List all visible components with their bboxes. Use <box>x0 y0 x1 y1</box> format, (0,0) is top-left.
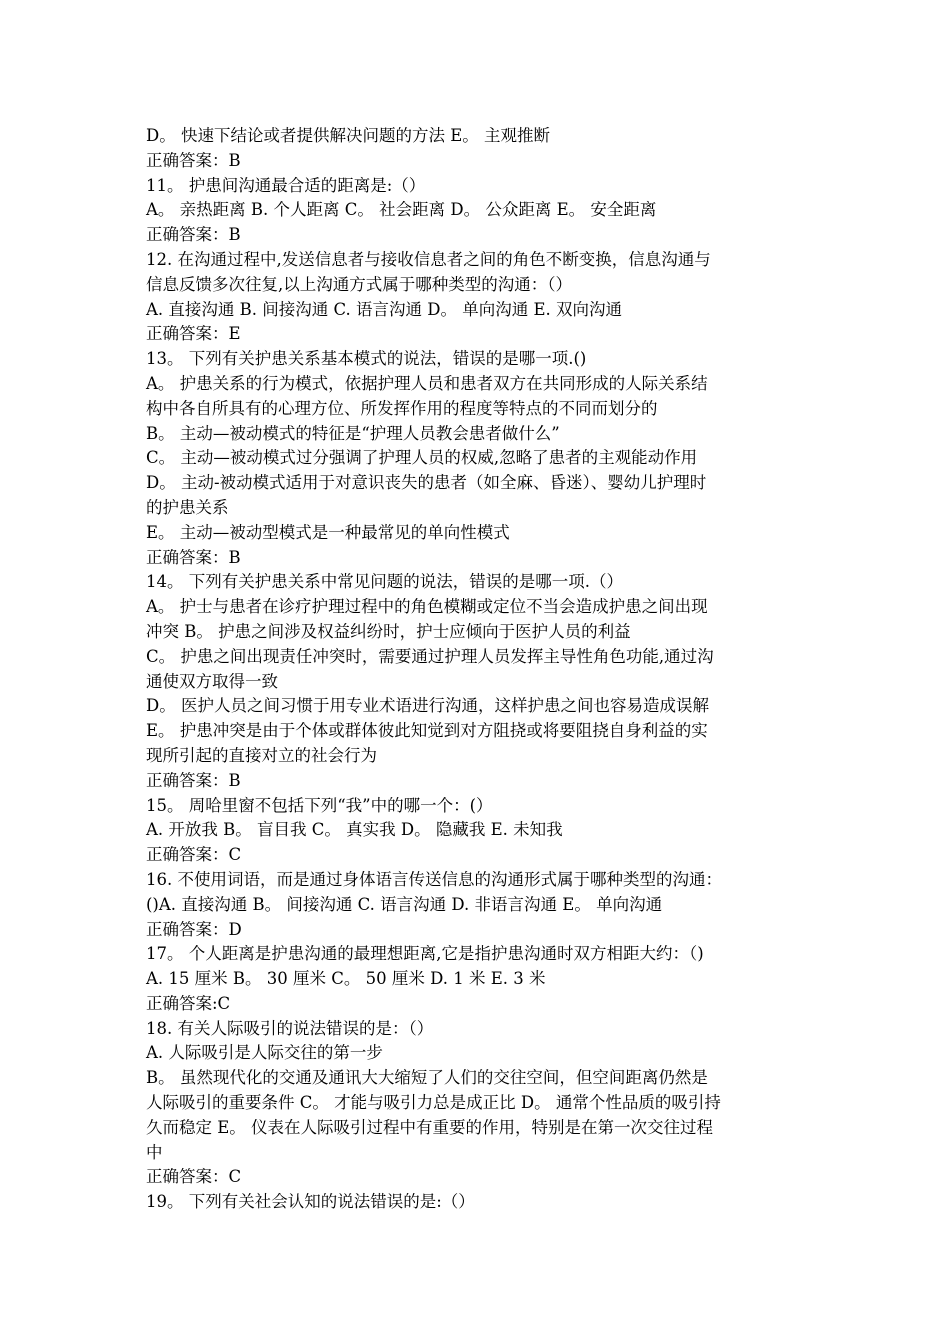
option-line: D。 主动-被动模式适用于对意识丧失的患者（如全麻、昏迷）、婴幼儿护理时 <box>146 473 707 493</box>
options-line: A. 开放我 B。 盲目我 C。 真实我 D。 隐藏我 E. 未知我 <box>146 820 563 840</box>
text-line: D。 快速下结论或者提供解决问题的方法 E。 主观推断 <box>146 126 551 145</box>
option-line: 现所引起的直接对立的社会行为 <box>146 745 377 765</box>
option-line: A。 护士与患者在诊疗护理过程中的角色模糊或定位不当会造成护患之间出现 <box>146 597 708 617</box>
question-line: 信息反馈多次往复,以上沟通方式属于哪种类型的沟通：（） <box>146 274 572 294</box>
option-line: C。 主动—被动模式过分强调了护理人员的权威,忽略了患者的主观能动作用 <box>146 448 698 468</box>
option-line: 构中各自所具有的心理方位、所发挥作用的程度等特点的不同而划分的 <box>146 398 658 418</box>
option-line: A. 人际吸引是人际交往的第一步 <box>146 1043 383 1063</box>
question-line: 18. 有关人际吸引的说法错误的是：（） <box>146 1018 434 1038</box>
options-line: A. 15 厘米 B。 30 厘米 C。 50 厘米 D. 1 米 E. 3 米 <box>146 969 546 989</box>
option-line: B。 虽然现代化的交通及通讯大大缩短了人们的交往空间，但空间距离仍然是 <box>146 1068 708 1088</box>
answer-line: 正确答案：E <box>146 324 241 344</box>
question-line: 16. 不使用词语，而是通过身体语言传送信息的沟通形式属于哪种类型的沟通： <box>146 869 722 889</box>
option-line: C。 护患之间出现责任冲突时，需要通过护理人员发挥主导性角色功能,通过沟 <box>146 646 714 666</box>
option-line: E。 主动—被动型模式是一种最常见的单向性模式 <box>146 522 510 542</box>
question-line: 11。 护患间沟通最合适的距离是:（） <box>146 175 426 195</box>
options-line: A。 亲热距离 B. 个人距离 C。 社会距离 D。 公众距离 E。 安全距离 <box>146 200 657 220</box>
question-line: 13。 下列有关护患关系基本模式的说法，错误的是哪一项.() <box>146 349 587 369</box>
question-line: 12. 在沟通过程中,发送信息者与接收信息者之间的角色不断变换，信息沟通与 <box>146 249 711 269</box>
option-line: 人际吸引的重要条件 C。 才能与吸引力总是成正比 D。 通常个性品质的吸引持 <box>146 1093 721 1113</box>
answer-line: 正确答案：C <box>146 845 242 865</box>
option-line: E。 护患冲突是由于个体或群体彼此知觉到对方阻挠或将要阻挠自身利益的实 <box>146 721 708 741</box>
answer-line: 正确答案：B <box>146 770 241 790</box>
question-line: 15。 周哈里窗不包括下列“我”中的哪一个：(） <box>146 795 493 815</box>
option-line: 的护患关系 <box>146 497 229 517</box>
option-line: D。 医护人员之间习惯于用专业术语进行沟通，这样护患之间也容易造成误解 <box>146 696 709 716</box>
answer-line: 正确答案：B <box>146 547 241 567</box>
answer-line: 正确答案：B <box>146 150 241 170</box>
option-line: B。 主动—被动模式的特征是“护理人员教会患者做什么” <box>146 423 560 443</box>
option-line: A。 护患关系的行为模式，依据护理人员和患者双方在共同形成的人际关系结 <box>146 373 708 393</box>
answer-line: 正确答案：B <box>146 225 241 245</box>
option-line: 中 <box>146 1142 163 1162</box>
question-line: 17。 个人距离是护患沟通的最理想距离,它是指护患沟通时双方相距大约：（) <box>146 944 704 964</box>
answer-line: 正确答案:C <box>146 993 231 1013</box>
options-line: A. 直接沟通 B. 间接沟通 C. 语言沟通 D。 单向沟通 E. 双向沟通 <box>146 299 623 319</box>
options-line: ()A. 直接沟通 B。 间接沟通 C. 语言沟通 D. 非语言沟通 E。 单向沟通 <box>146 894 663 914</box>
option-line: 冲突 B。 护患之间涉及权益纠纷时，护士应倾向于医护人员的利益 <box>146 621 631 641</box>
option-line: 久而稳定 E。 仪表在人际吸引过程中有重要的作用，特别是在第一次交往过程 <box>146 1117 714 1137</box>
answer-line: 正确答案：C <box>146 1167 242 1187</box>
document-page <box>146 124 808 1215</box>
option-line: 通使双方取得一致 <box>146 671 278 691</box>
question-line: 14。 下列有关护患关系中常见问题的说法，错误的是哪一项.（） <box>146 572 623 592</box>
answer-line: 正确答案：D <box>146 919 242 939</box>
question-line: 19。 下列有关社会认知的说法错误的是:（） <box>146 1192 475 1212</box>
